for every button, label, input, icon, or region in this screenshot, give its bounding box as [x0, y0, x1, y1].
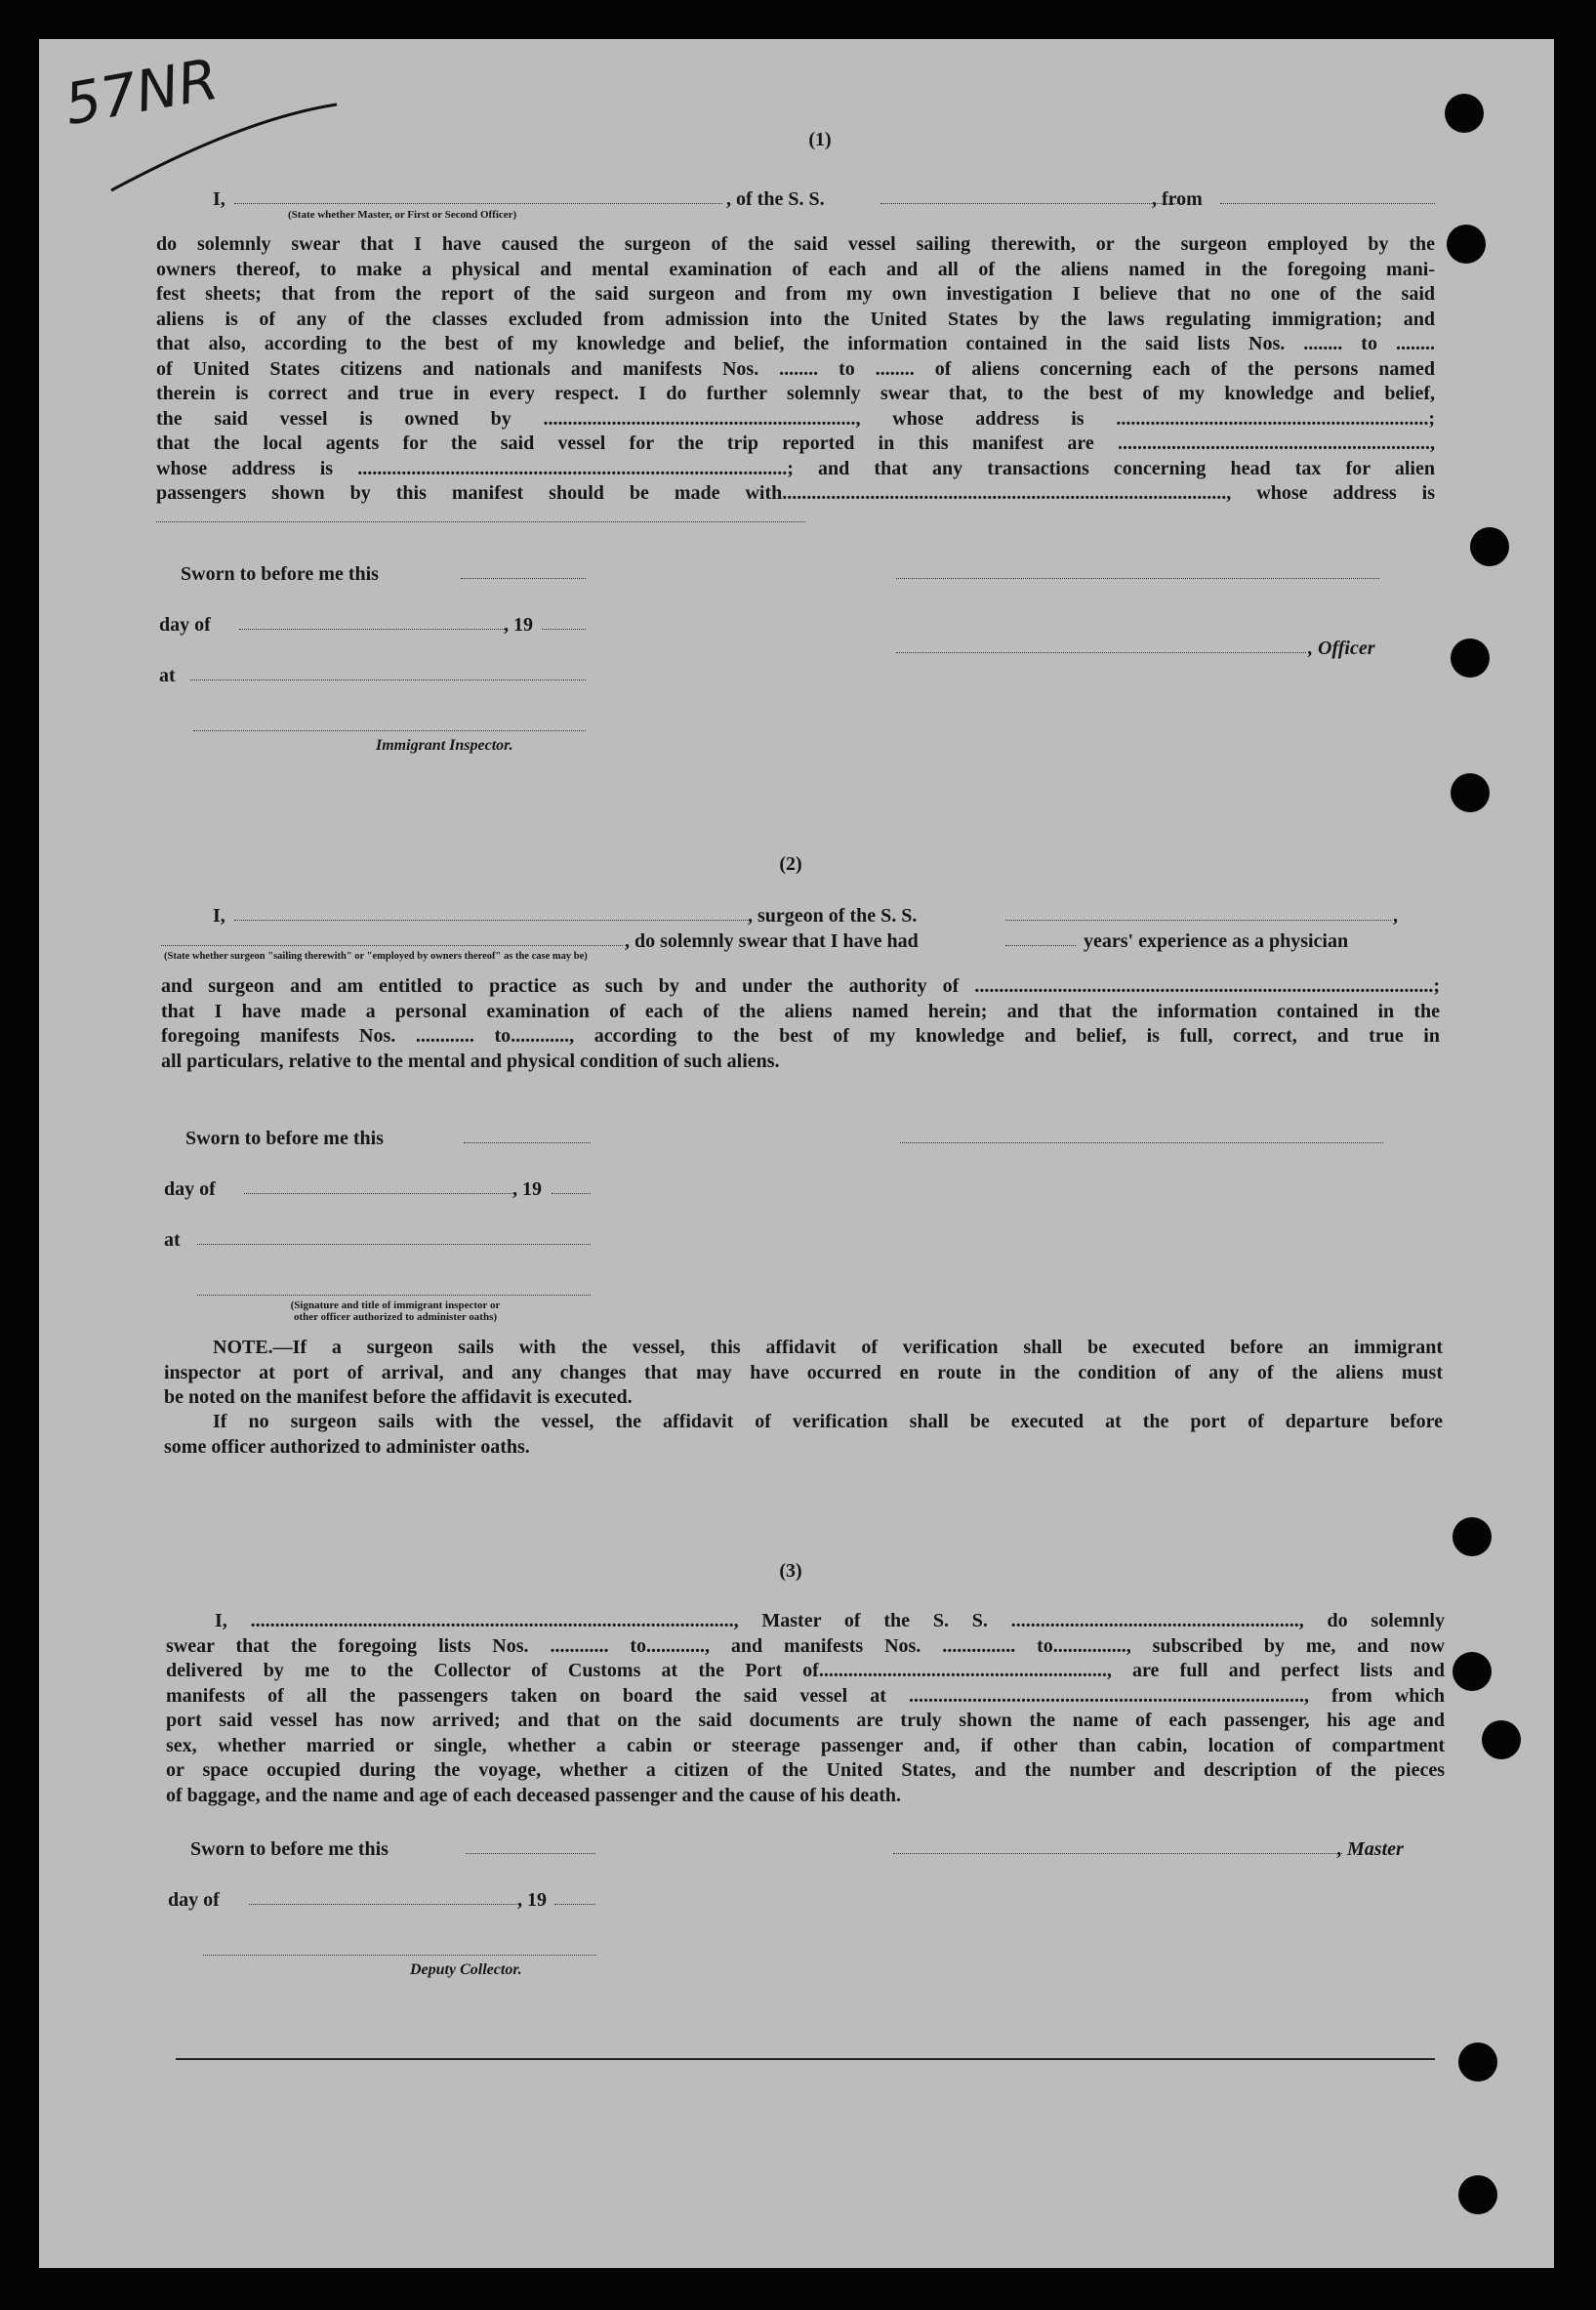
section1-line: the said vessel is owned by ................................................................, whose address is ................................................................; — [156, 407, 1435, 430]
surgeon-status-field[interactable] — [161, 945, 623, 946]
section1-place-field[interactable] — [190, 680, 586, 681]
note-line: If no surgeon sails with the vessel, the affidavit of verification shall be executed at the port of departure before — [213, 1411, 1443, 1432]
section3-master-signature-field[interactable] — [893, 1853, 1342, 1854]
binder-hole — [1453, 1652, 1492, 1691]
section1-line: aliens is of any of the classes excluded from admission into the United States by the laws regulating immigration; and — [156, 308, 1435, 330]
note-line: be noted on the manifest before the affidavit is executed. — [164, 1386, 633, 1408]
section3-number: (3) — [779, 1560, 802, 1582]
section2-number: (2) — [779, 853, 802, 875]
section2-line: all particulars, relative to the mental and physical condition of such aliens. — [161, 1050, 780, 1072]
section1-line: do solemnly swear that I have caused the surgeon of the said vessel sailing therewith, or the surgeon employed by the — [156, 233, 1435, 255]
section1-body — [156, 232, 1435, 507]
section1-state-note: (State whether Master, or First or Second Officer) — [288, 209, 517, 221]
binder-hole — [1470, 527, 1509, 566]
officer-name-field[interactable] — [234, 203, 722, 204]
binder-hole — [1458, 2042, 1497, 2082]
section3-line: sex, whether married or single, whether a cabin or steerage passenger and, if other than cabin, location of compartment — [166, 1734, 1445, 1756]
section2-signer-line1: (Signature and title of immigrant inspector or — [290, 1299, 501, 1311]
section2-place-field[interactable] — [197, 1244, 591, 1245]
section2-line: that I have made a personal examination of each of the aliens named herein; and that the information contained in the — [161, 1000, 1440, 1022]
section1-number: (1) — [808, 129, 832, 150]
section1-sworn-date-field[interactable] — [461, 578, 586, 579]
section2-signature-field[interactable] — [900, 1142, 1383, 1143]
section1-at: at — [159, 665, 176, 686]
section2-at: at — [164, 1229, 181, 1251]
section1-signature-field[interactable] — [896, 578, 1379, 579]
section2-sworn: Sworn to before me this — [185, 1128, 384, 1149]
section1-officer-label: , Officer — [1308, 638, 1375, 659]
section2-note — [164, 1336, 1443, 1411]
section1-line: of United States citizens and nationals and manifests Nos. ........ to ........ of aliens concerning each of the persons named — [156, 357, 1435, 380]
surgeon-name-field[interactable] — [234, 920, 750, 921]
section2-body — [161, 974, 1440, 1074]
section3-line: manifests of all the passengers taken on board the said vessel at ................................................................................., from which — [166, 1684, 1445, 1707]
section3-line: port said vessel has now arrived; and that on the said documents are truly shown the name of each passenger, his age and — [166, 1710, 1445, 1731]
section3-sworn: Sworn to before me this — [190, 1838, 389, 1860]
section1-day-of: day of — [159, 614, 211, 636]
binder-hole — [1451, 773, 1490, 812]
note-line: inspector at port of arrival, and any changes that may have occurred en route in the condition of any of the aliens must — [164, 1361, 1443, 1383]
section1-line: therein is correct and true in every respect. I do further solemnly swear that, to the best of my knowledge and belief, — [156, 383, 1435, 404]
note-line: NOTE.—If a surgeon sails with the vessel, this affidavit of verification shall be executed before an immigrant — [213, 1337, 1443, 1358]
section2-surgeon-of: , surgeon of the S. S. — [748, 905, 918, 927]
section1-officer-field[interactable] — [896, 652, 1306, 653]
handwritten-stroke — [107, 93, 342, 200]
section2-solemnly: , do solemnly swear that I have had — [625, 930, 919, 952]
binder-hole — [1445, 94, 1484, 133]
section1-nineteen: , 19 — [504, 614, 533, 636]
handwritten-note: 57NR — [60, 45, 224, 139]
section2-vessel-field[interactable] — [1005, 920, 1391, 921]
binder-hole — [1453, 1517, 1492, 1556]
section3-signer: Deputy Collector. — [410, 1961, 522, 1978]
section3-body — [166, 1609, 1445, 1808]
section2-sworn-date-field[interactable] — [464, 1142, 591, 1143]
section3-line: or space occupied during the voyage, whether a citizen of the United States, and the number and description of the pieces — [166, 1759, 1445, 1781]
binder-hole — [1451, 639, 1490, 678]
section1-line: whose address is ........................................................................................; and that any transactions concerning head tax for alien — [156, 457, 1435, 479]
section2-i: I, — [213, 905, 225, 927]
section1-from: , from — [1152, 188, 1203, 210]
section2-nineteen: , 19 — [512, 1178, 542, 1200]
section2-note2 — [164, 1410, 1443, 1460]
section2-day-of: day of — [164, 1178, 216, 1200]
section3-line: delivered by me to the Collector of Customs at the Port of..........................................................., are full and perfect lists and — [166, 1660, 1445, 1681]
section1-year-field[interactable] — [542, 629, 586, 630]
section3-nineteen: , 19 — [517, 1889, 547, 1911]
binder-hole — [1458, 2175, 1497, 2214]
section1-of-ss: , of the S. S. — [726, 188, 825, 210]
section1-sworn: Sworn to before me this — [181, 563, 379, 585]
section3-line: I, ..................................................................................................., Master of the S. S. ..........................................................., do solemnly — [215, 1610, 1445, 1631]
section3-line: of baggage, and the name and age of each deceased passenger and the cause of his death. — [166, 1784, 901, 1806]
years-experience-field[interactable] — [1005, 945, 1076, 946]
section2-year-field[interactable] — [552, 1193, 591, 1194]
head-tax-address-field[interactable] — [156, 521, 805, 522]
vessel-name-field[interactable] — [880, 203, 1183, 204]
section3-year-field[interactable] — [554, 1904, 595, 1905]
section1-line: fest sheets; that from the report of the said surgeon and from my own investigation I believe that no one of the said — [156, 283, 1435, 305]
section3-collector-signature-field[interactable] — [203, 1955, 596, 1956]
section1-line: that also, according to the best of my knowledge and belief, the information contained in the said lists Nos. ........ to ........ — [156, 333, 1435, 354]
section1-inspector-signature-field[interactable] — [193, 730, 586, 731]
section2-month-field[interactable] — [244, 1193, 512, 1194]
form-sheet — [39, 39, 1554, 2268]
section2-signer-line2: other officer authorized to administer oaths) — [293, 1311, 498, 1323]
section1-signer: Immigrant Inspector. — [376, 737, 513, 754]
binder-hole — [1447, 225, 1486, 264]
section1-line: owners thereof, to make a physical and mental examination of each and all of the aliens named in the foregoing mani- — [156, 258, 1435, 280]
section2-line: foregoing manifests Nos. ............ to............, according to the best of my knowledge and belief, is full, correct, and true in — [161, 1025, 1440, 1047]
section2-line: and surgeon and am entitled to practice as such by and under the authority of ..............................................................................................; — [161, 975, 1440, 997]
section3-master-label: , Master — [1337, 1838, 1404, 1860]
section2-comma: , — [1393, 905, 1398, 927]
binder-hole — [1482, 1720, 1521, 1759]
section2-years: years' experience as a physician — [1084, 930, 1349, 952]
section3-day-of: day of — [168, 1889, 220, 1911]
section2-state-note: (State whether surgeon "sailing therewith" or "employed by owners thereof" as the case may be) — [164, 951, 588, 962]
section3-sworn-date-field[interactable] — [466, 1853, 595, 1854]
section1-month-field[interactable] — [239, 629, 505, 630]
bottom-rule — [176, 2058, 1435, 2060]
section3-line: swear that the foregoing lists Nos. ............ to............, and manifests Nos. ............... to..............., subscribed by me, and now — [166, 1634, 1445, 1657]
section3-month-field[interactable] — [249, 1904, 517, 1905]
note-line: some officer authorized to administer oaths. — [164, 1435, 530, 1458]
from-port-field[interactable] — [1220, 203, 1435, 204]
section1-line: that the local agents for the said vessel for the trip reported in this manifest are ................................................................, — [156, 433, 1435, 454]
section1-i: I, — [213, 188, 225, 210]
section1-line: passengers shown by this manifest should be made with..........................................................................................., whose address is — [156, 482, 1435, 504]
section2-authority-signature-field[interactable] — [197, 1295, 591, 1296]
